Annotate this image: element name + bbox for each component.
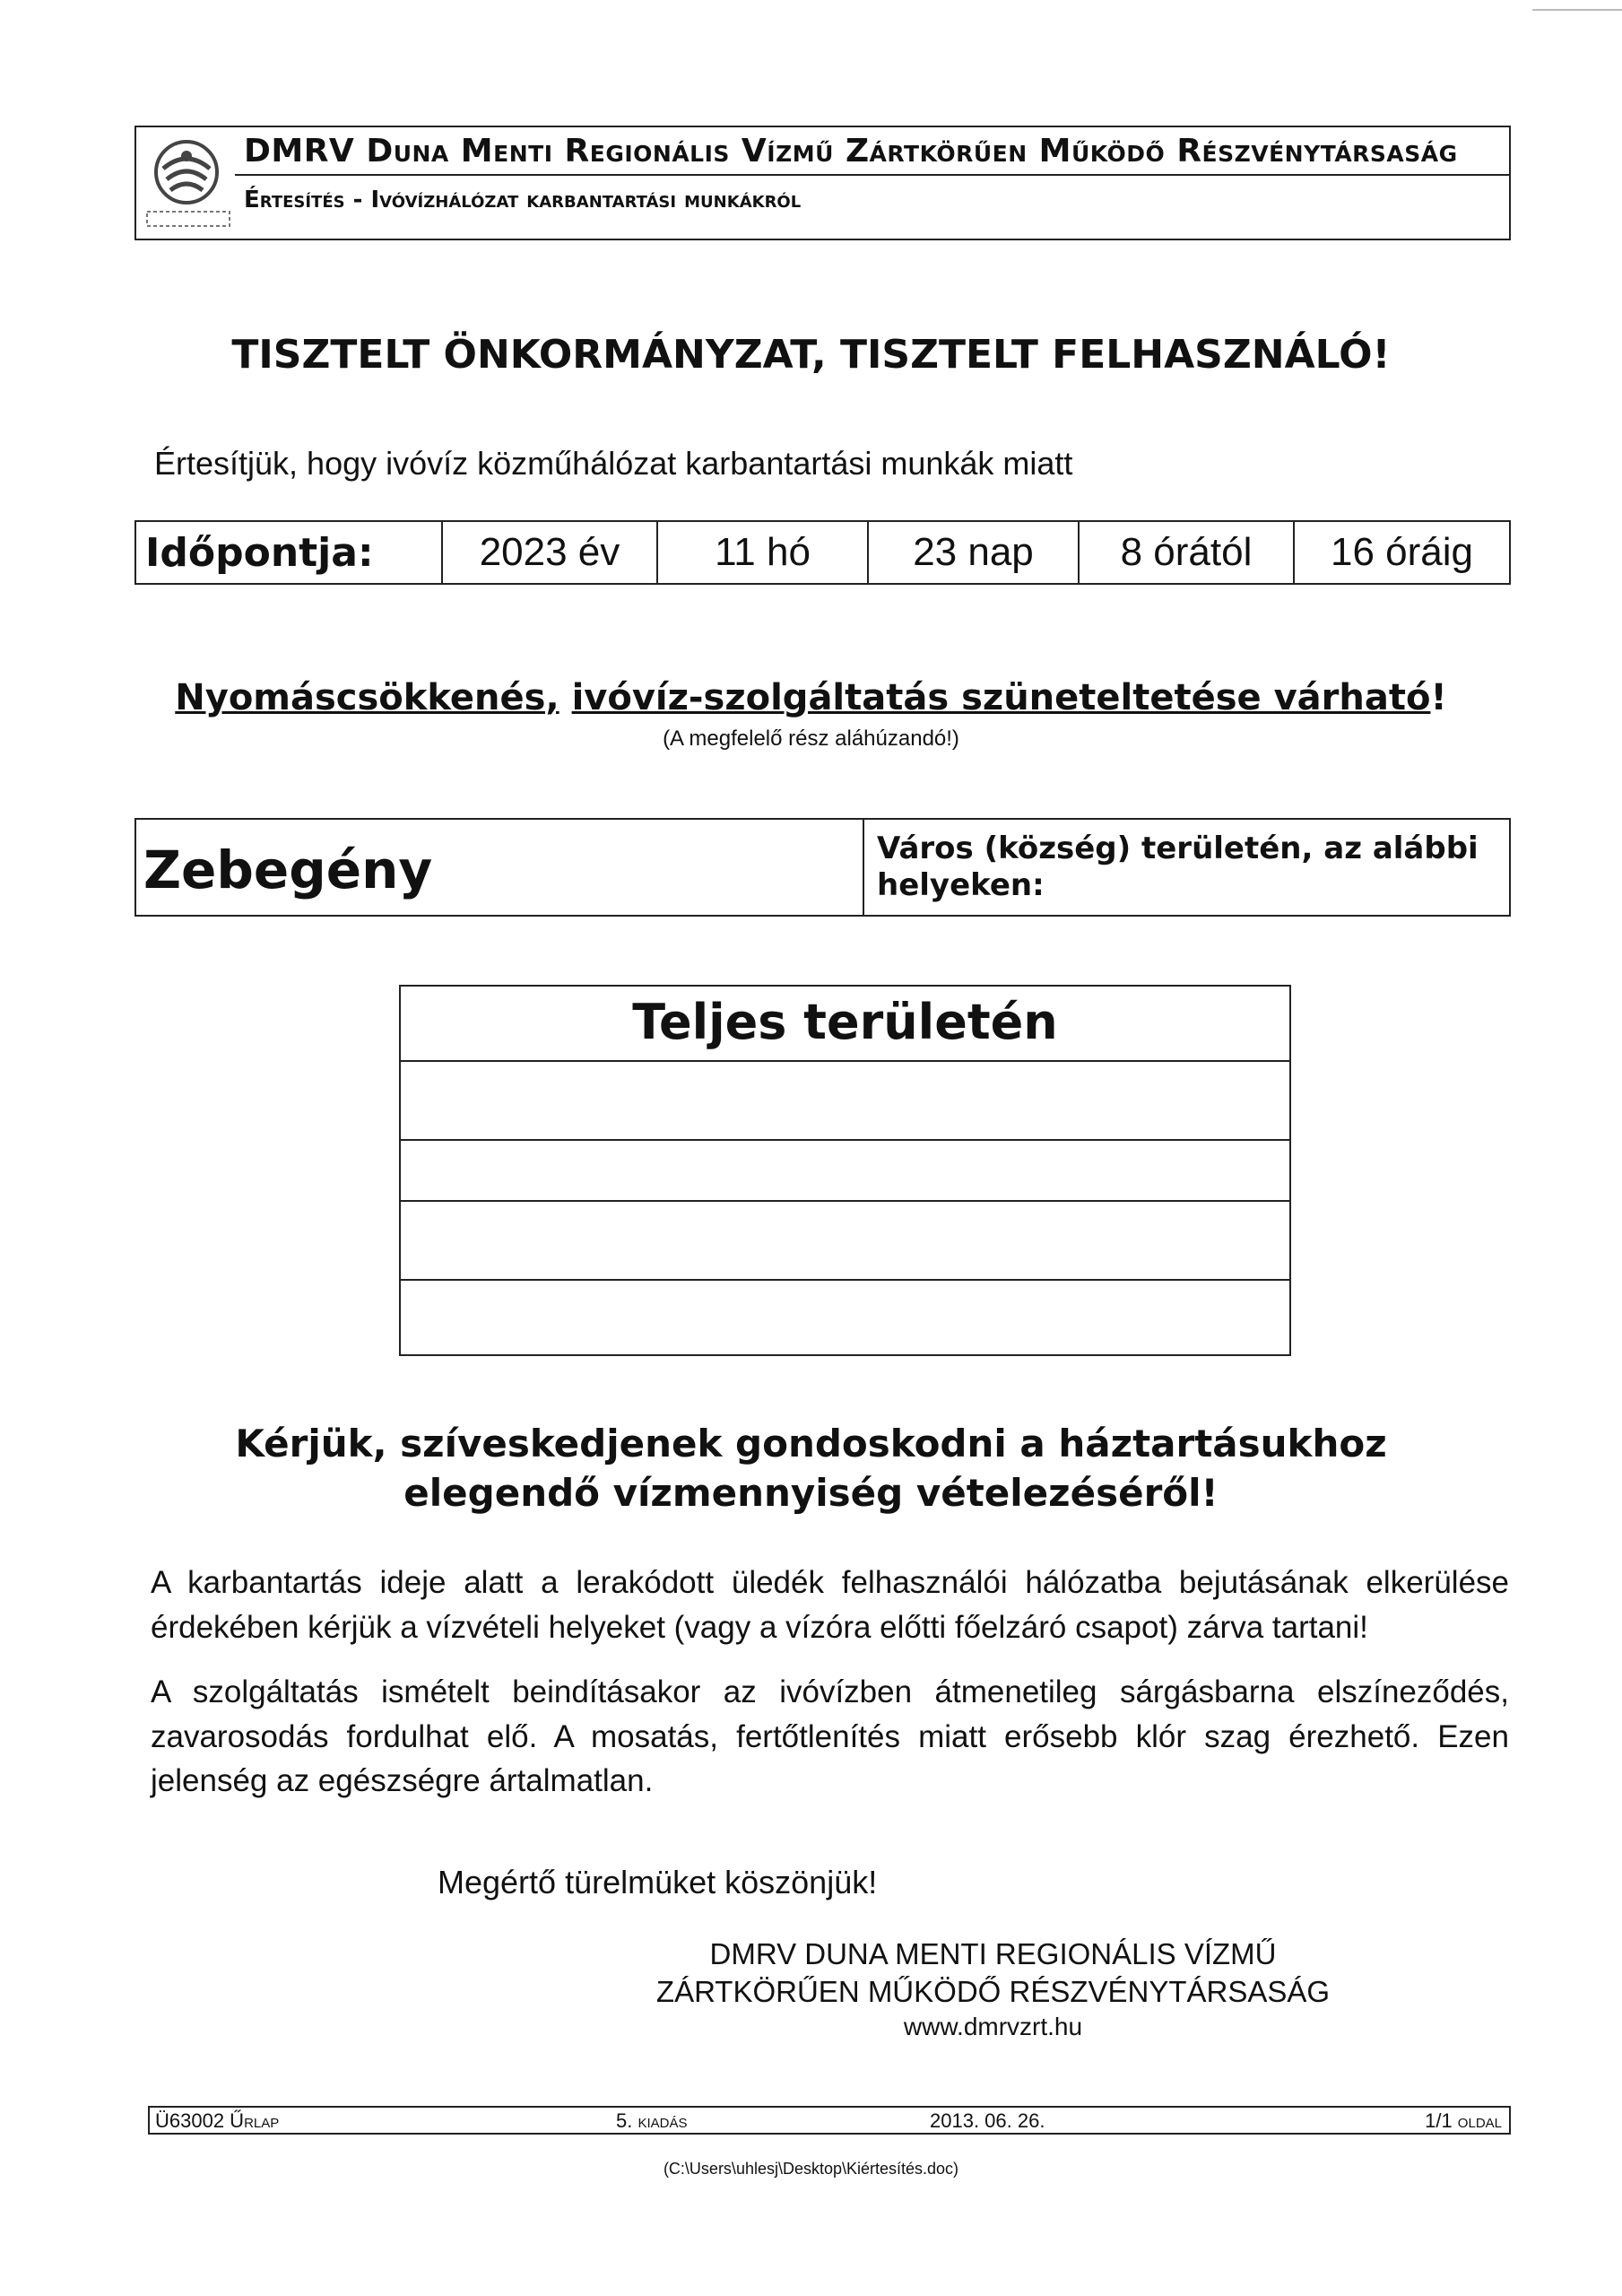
underline-note: (A megfelelő rész aláhúzandó!) bbox=[663, 726, 959, 751]
signature-block bbox=[628, 1935, 1358, 2043]
place-row-1: Teljes területén bbox=[632, 994, 1058, 1050]
place-row-divider bbox=[401, 1279, 1289, 1281]
signature-line-2: ZÁRTKÖRŰEN MŰKÖDŐ RÉSZVÉNYTÁRSASÁG bbox=[655, 1975, 1331, 2009]
edition-number: 5. kiadás bbox=[616, 2109, 688, 2132]
place-row-divider bbox=[401, 1060, 1289, 1062]
page-number: 1/1 oldal bbox=[1425, 2109, 1502, 2132]
signature-line-1: DMRV DUNA MENTI REGIONÁLIS VÍZMŰ bbox=[709, 1937, 1277, 1970]
time-year: 2023 év bbox=[441, 522, 656, 583]
intro-text: Értesítjük, hogy ivóvíz közműhálózat karbantartási munkák miatt bbox=[154, 445, 1073, 482]
pressure-drop-text: Nyomáscsökkenés, bbox=[175, 677, 559, 718]
service-suspension-text: ivóvíz-szolgáltatás szüneteltetése várható bbox=[571, 677, 1431, 718]
time-from: 8 órától bbox=[1078, 522, 1293, 583]
time-to: 16 óráig bbox=[1293, 522, 1509, 583]
time-label: Időpontja: bbox=[145, 529, 374, 576]
impact-exclamation: ! bbox=[1430, 677, 1447, 718]
company-title: DMRV Duna Menti Regionális Vízmű Zártkörűen Működő Részvénytársaság bbox=[244, 133, 1458, 170]
places-table bbox=[399, 985, 1291, 1356]
document-header bbox=[134, 126, 1511, 240]
time-month: 11 hó bbox=[656, 522, 867, 583]
thanks-text: Megértő türelmüket köszönjük! bbox=[438, 1864, 878, 1900]
time-table bbox=[134, 520, 1511, 585]
scan-edge-mark bbox=[1532, 9, 1622, 11]
file-path: (C:\Users\uhlesj\Desktop\Kiértesítés.doc) bbox=[663, 2160, 959, 2178]
form-footer bbox=[148, 2106, 1511, 2135]
location-box bbox=[134, 818, 1511, 917]
request-line-1: Kérjük, szíveskedjenek gondoskodni a háztartásukhoz bbox=[235, 1422, 1387, 1465]
notice-title: Értesítés - Ivóvízhálózat karbantartási munkákról bbox=[244, 187, 802, 213]
header-rule bbox=[235, 174, 1509, 176]
request-heading bbox=[0, 1419, 1622, 1518]
greeting-heading: TISZTELT ÖNKORMÁNYZAT, TISZTELT FELHASZNÁLÓ! bbox=[231, 332, 1391, 378]
time-day: 23 nap bbox=[867, 522, 1078, 583]
paragraph-closed-valves: A karbantartás ideje alatt a lerakódott üledék felhasználói hálózatba bejutásának elkerülése érdekében kérjük a vízvételi helyeket (vagy a vízóra előtti főelzáró csapot) zárva tartani! bbox=[151, 1565, 1509, 1645]
location-divider bbox=[863, 820, 864, 915]
request-line-2: elegendő vízmennyiség vételezéséről! bbox=[403, 1471, 1219, 1516]
service-impact-line bbox=[0, 677, 1622, 718]
location-description: Város (község) területén, az alábbi helyeken: bbox=[877, 831, 1479, 903]
place-row-divider bbox=[401, 1200, 1289, 1202]
town-name: Zebegény bbox=[143, 839, 433, 900]
edition-date: 2013. 06. 26. bbox=[930, 2109, 1045, 2132]
form-number: Ü63002 Űrlap bbox=[155, 2109, 280, 2132]
place-row-divider bbox=[401, 1139, 1289, 1141]
dmrv-logo-icon bbox=[143, 133, 233, 233]
website-url: www.dmrvzrt.hu bbox=[903, 2013, 1083, 2041]
paragraph-discoloration: A szolgáltatás ismételt beindításakor az ivóvízben átmenetileg sárgásbarna elszíneződés, zavarosodás fordulhat elő. A mosatás, fertőtlenítés miatt erősebb klór szag érezhető. Ezen jelenség az egészségre ártalmatlan. bbox=[151, 1674, 1509, 1799]
